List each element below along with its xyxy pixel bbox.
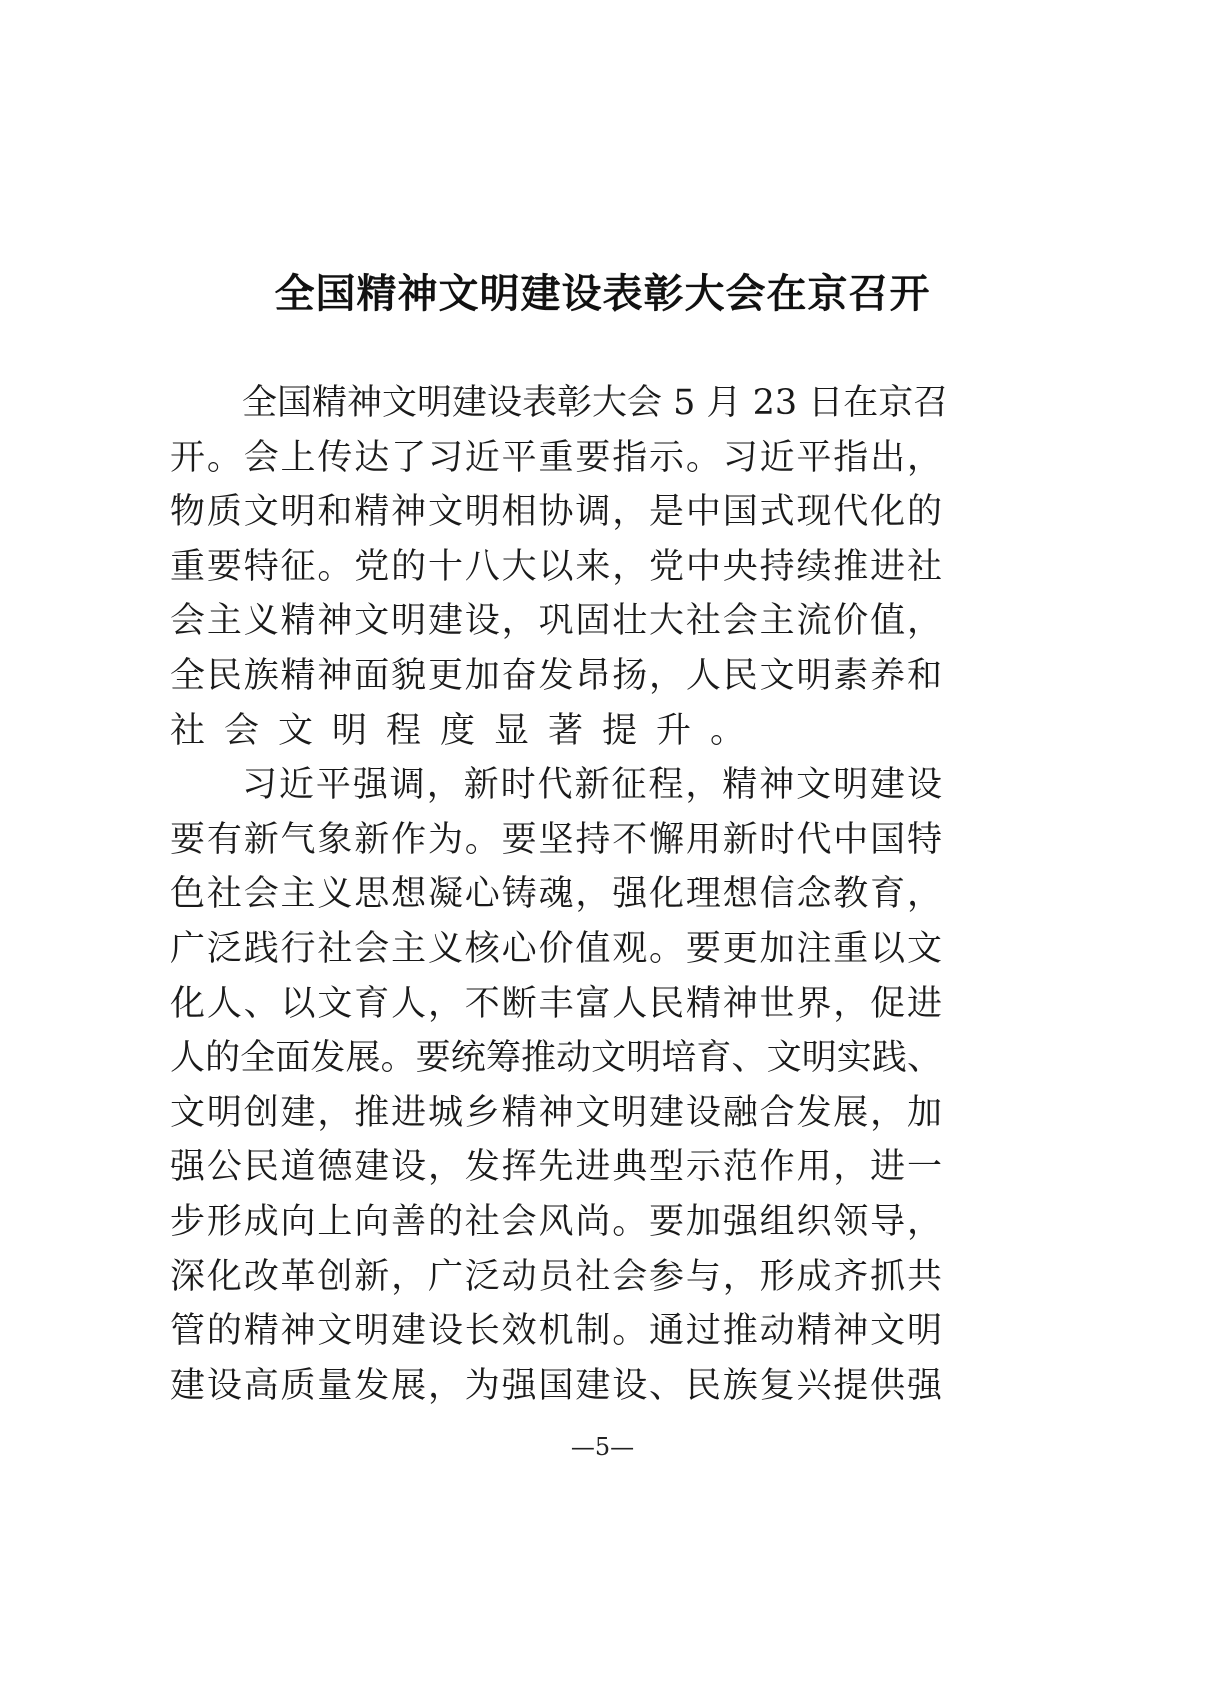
- paragraph-1-line: 会主义精神文明建设，巩固壮大社会主流价值，: [170, 601, 942, 642]
- paragraph-2-line: 强公民道德建设，发挥先进典型示范作用，进一: [170, 1147, 942, 1188]
- paragraph-2-line: 管的精神文明建设长效机制。通过推动精神文明: [170, 1311, 942, 1352]
- paragraph-2-line: 深化改革创新，广泛动员社会参与，形成齐抓共: [170, 1256, 942, 1297]
- paragraph-2-line: 广泛践行社会主义核心价值观。要更加注重以文: [170, 928, 942, 969]
- paragraph-1-line: 全民族精神面貌更加奋发昂扬，人民文明素养和: [170, 655, 942, 696]
- paragraph-2-line: 色社会主义思想凝心铸魂，强化理想信念教育，: [170, 874, 942, 915]
- paragraph-1-line: 物质文明和精神文明相协调，是中国式现代化的: [170, 492, 942, 533]
- paragraph-1-line: 重要特征。党的十八大以来，党中央持续推进社: [170, 546, 942, 587]
- paragraph-2-line: 习近平强调，新时代新征程，精神文明建设: [242, 765, 942, 806]
- paragraph-2-line: 要有新气象新作为。要坚持不懈用新时代中国特: [170, 819, 942, 860]
- page-number: —5—: [570, 1433, 635, 1461]
- paragraph-2-line: 建设高质量发展，为强国建设、民族复兴提供强: [170, 1365, 942, 1406]
- paragraph-2-line: 步形成向上向善的社会风尚。要加强组织领导，: [170, 1201, 942, 1242]
- paragraph-2-line: 人的全面发展。要统筹推动文明培育、文明实践、: [170, 1038, 942, 1079]
- document-body: [170, 376, 949, 1413]
- paragraph-1-line: 社会文明程度显著提升。: [170, 710, 765, 751]
- paragraph-1-line: 开。会上传达了习近平重要指示。习近平指出，: [170, 437, 942, 478]
- document-title: 全国精神文明建设表彰大会在京召开: [274, 270, 931, 317]
- paragraph-2-line: 化人、以文育人，不断丰富人民精神世界，促进: [170, 983, 942, 1024]
- paragraph-1-line: 全国精神文明建设表彰大会 5 月 23 日在京召: [242, 383, 949, 423]
- paragraph-2-line: 文明创建，推进城乡精神文明建设融合发展，加: [170, 1092, 942, 1133]
